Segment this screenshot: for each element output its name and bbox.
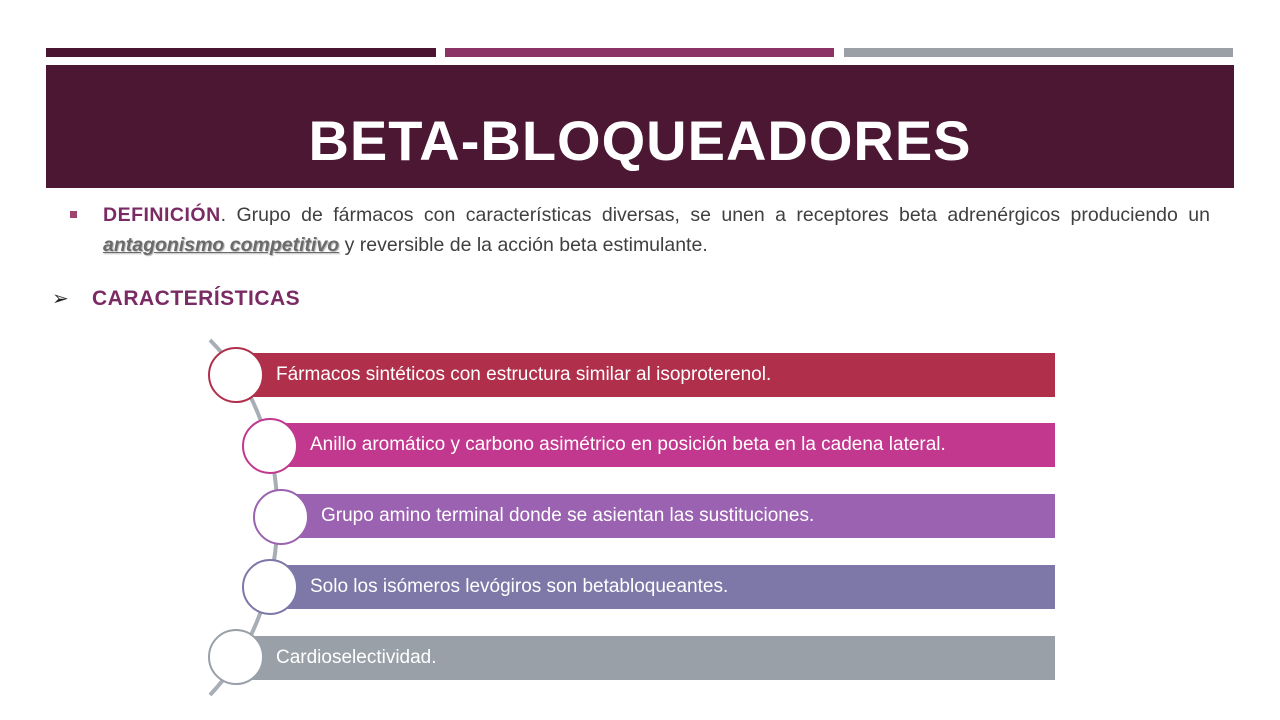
top-accent-bar-3 (844, 48, 1233, 57)
square-bullet-icon (70, 211, 77, 218)
definition-text-2: y reversible de la acción beta estimulante. (339, 234, 708, 256)
characteristic-node-icon (208, 629, 264, 685)
characteristic-bar (236, 636, 1055, 680)
characteristic-node-icon (242, 418, 298, 474)
characteristics-heading-text: CARACTERÍSTICAS (92, 287, 301, 310)
definition-text-1: . Grupo de fármacos con características diversas, se unen a receptores beta adrenérgicos produciendo un (220, 204, 1210, 226)
characteristic-text: Grupo amino terminal donde se asientan las sustituciones. (321, 505, 815, 526)
definition-emphasis: antagonismo competitivo (103, 234, 340, 256)
page-title: BETA-BLOQUEADORES (308, 109, 972, 172)
top-accent-bar-1 (46, 48, 436, 57)
characteristic-bar (236, 353, 1055, 397)
characteristic-bar (281, 494, 1055, 538)
title-band (46, 65, 1234, 188)
characteristic-text: Solo los isómeros levógiros son betabloqueantes. (310, 576, 729, 597)
definition-lead: DEFINICIÓN (103, 204, 221, 226)
characteristic-node-icon (253, 489, 309, 545)
characteristic-text: Cardioselectividad. (276, 647, 437, 668)
definition-paragraph (70, 200, 1210, 260)
characteristic-text: Fármacos sintéticos con estructura similar al isoproterenol. (276, 364, 772, 385)
top-accent-bar-2 (445, 48, 834, 57)
characteristics-heading (52, 286, 300, 311)
characteristic-node-icon (208, 347, 264, 403)
characteristic-text: Anillo aromático y carbono asimétrico en posición beta en la cadena lateral. (310, 434, 946, 455)
arrow-bullet-icon: ➢ (52, 288, 70, 310)
characteristic-bar (270, 423, 1055, 467)
characteristic-node-icon (242, 559, 298, 615)
characteristic-bar (270, 565, 1055, 609)
